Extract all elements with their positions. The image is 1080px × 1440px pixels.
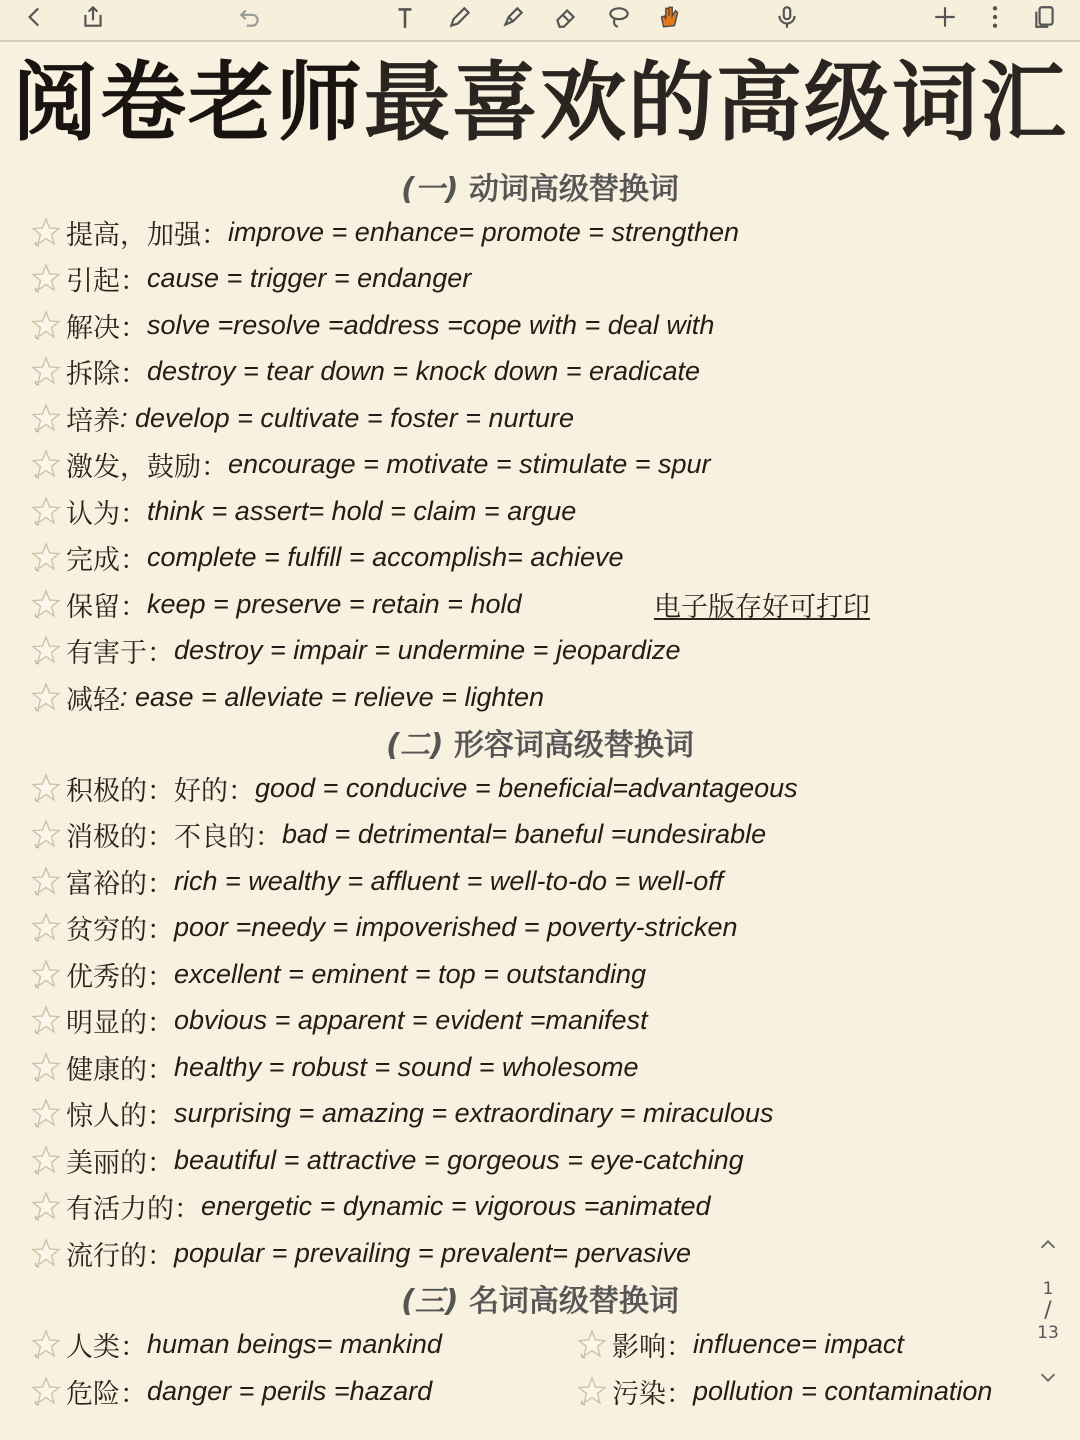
item-label: 健康的： — [66, 1054, 174, 1086]
star-icon — [30, 1144, 62, 1176]
star-icon — [30, 1237, 62, 1269]
list-item — [30, 905, 1030, 949]
item-words: obvious = apparent = evident =manifest — [174, 1004, 648, 1035]
item-label: 贫穷的： — [66, 914, 174, 946]
section-label: 形容词高级替换词 — [453, 728, 694, 763]
current-page: 1 — [1042, 1279, 1054, 1299]
item-label: 优秀的： — [66, 961, 174, 993]
star-icon — [30, 1004, 62, 1036]
list-item — [30, 1045, 1030, 1089]
star-icon — [30, 681, 62, 713]
list-item — [30, 998, 1030, 1042]
item-label: 拆除： — [66, 358, 147, 390]
list-item — [30, 535, 1030, 579]
page-title — [0, 48, 1080, 158]
star-icon — [30, 1328, 62, 1360]
item-label: 完成： — [66, 544, 147, 576]
page-separator: / — [1044, 1298, 1052, 1323]
back-icon[interactable] — [18, 0, 52, 34]
star-icon — [30, 865, 62, 897]
star-icon — [30, 309, 62, 341]
item-label: 保留： — [66, 591, 147, 623]
hand-icon[interactable] — [652, 0, 686, 34]
item-label: 人类： — [66, 1331, 147, 1363]
item-label: 解决： — [66, 312, 147, 344]
item-label: 美丽的： — [66, 1147, 174, 1179]
toolbar — [0, 0, 1080, 42]
list-item — [30, 952, 1030, 996]
star-icon — [30, 355, 62, 387]
page-up-icon[interactable] — [1026, 1234, 1070, 1260]
highlighter-icon[interactable] — [496, 0, 530, 34]
pen-icon[interactable] — [443, 0, 477, 34]
page-down-icon[interactable] — [1026, 1366, 1070, 1392]
lasso-icon[interactable] — [602, 0, 636, 34]
star-icon — [30, 216, 62, 248]
star-icon — [576, 1328, 608, 1360]
item-words: beautiful = attractive = gorgeous = eye-catching — [174, 1144, 744, 1175]
item-words: excellent = eminent = top = outstanding — [174, 958, 647, 989]
item-label: 流行的： — [66, 1240, 174, 1272]
item-label: 激发，鼓励： — [66, 451, 228, 483]
item-label: 提高，加强： — [66, 219, 228, 251]
section-number: (三) — [401, 1284, 459, 1319]
item-words: pollution = contamination — [693, 1375, 993, 1406]
star-icon — [30, 634, 62, 666]
list-item — [30, 396, 1030, 440]
item-label: 影响： — [612, 1331, 693, 1363]
list-item — [30, 675, 1030, 719]
item-label: 明显的： — [66, 1007, 174, 1039]
star-icon — [30, 772, 62, 804]
list-item — [30, 1369, 550, 1413]
item-label: 危险： — [66, 1378, 147, 1410]
list-item — [30, 442, 1030, 486]
title-part-1: 阅卷老师 — [12, 53, 364, 153]
star-icon — [30, 448, 62, 480]
undo-icon[interactable] — [233, 0, 267, 34]
item-words: keep = preserve = retain = hold — [147, 588, 522, 619]
item-words: improve = enhance= promote = strengthen — [228, 216, 740, 247]
item-words: popular = prevailing = prevalent= pervasive — [174, 1237, 692, 1268]
item-words: encourage = motivate = stimulate = spur — [228, 448, 711, 479]
add-icon[interactable] — [928, 0, 962, 34]
item-label: 消极的：不良的： — [66, 821, 282, 853]
section-number: (二) — [386, 728, 444, 763]
star-icon — [30, 495, 62, 527]
star-icon — [30, 262, 62, 294]
star-icon — [30, 402, 62, 434]
item-words: bad = detrimental= baneful =undesirable — [282, 818, 767, 849]
item-words: human beings= mankind — [147, 1328, 442, 1359]
list-item — [30, 1184, 1030, 1228]
star-icon — [576, 1375, 608, 1407]
more-icon[interactable] — [978, 0, 1012, 34]
list-item — [30, 766, 1030, 810]
section-label: 名词高级替换词 — [468, 1284, 679, 1319]
list-item — [30, 489, 1030, 533]
list-item — [30, 349, 1030, 393]
list-item — [30, 1091, 1030, 1135]
item-words: complete = fulfill = accomplish= achieve — [147, 541, 624, 572]
item-words: : develop = cultivate = foster = nurture — [120, 402, 575, 433]
star-icon — [30, 1375, 62, 1407]
item-label: 污染： — [612, 1378, 693, 1410]
list-item — [30, 1322, 550, 1366]
list-item — [30, 628, 1030, 672]
list-item — [576, 1322, 1026, 1366]
section-heading-adjectives — [0, 720, 1080, 764]
eraser-icon[interactable] — [549, 0, 583, 34]
star-icon — [30, 911, 62, 943]
share-icon[interactable] — [76, 0, 110, 34]
item-words: rich = wealthy = affluent = well-to-do = well-off — [174, 865, 724, 896]
star-icon — [30, 1051, 62, 1083]
item-label: 富裕的： — [66, 868, 174, 900]
title-part-2: 最喜欢的高级词汇 — [364, 53, 1068, 153]
star-icon — [30, 958, 62, 990]
item-words: good = conducive = beneficial=advantageous — [255, 772, 798, 803]
section-number: (一) — [401, 172, 459, 207]
item-label: 惊人的： — [66, 1100, 174, 1132]
list-item — [30, 303, 1030, 347]
list-item — [30, 582, 1030, 626]
print-note: 电子版存好可打印 — [654, 592, 870, 623]
item-words: energetic = dynamic = vigorous =animated — [201, 1190, 711, 1221]
item-label: 引起： — [66, 265, 147, 297]
item-label: 有活力的： — [66, 1193, 201, 1225]
list-item — [576, 1369, 1026, 1413]
list-item — [30, 812, 1030, 856]
page-indicator — [1026, 1278, 1070, 1344]
star-icon — [30, 541, 62, 573]
item-words: think = assert= hold = claim = argue — [147, 495, 577, 526]
item-label: 培养 — [66, 405, 120, 437]
item-words: poor =needy = impoverished = poverty-stricken — [174, 911, 738, 942]
item-label: 减轻 — [66, 684, 120, 716]
item-words: influence= impact — [693, 1328, 904, 1359]
item-words: danger = perils =hazard — [147, 1375, 433, 1406]
item-label: 有害于： — [66, 637, 174, 669]
total-pages: 13 — [1037, 1323, 1059, 1343]
item-words: destroy = impair = undermine = jeopardize — [174, 634, 681, 665]
item-label: 认为： — [66, 498, 147, 530]
item-words: destroy = tear down = knock down = eradicate — [147, 355, 701, 386]
item-words: healthy = robust = sound = wholesome — [174, 1051, 639, 1082]
star-icon — [30, 818, 62, 850]
section-heading-verbs — [0, 164, 1080, 208]
list-item — [30, 210, 1030, 254]
item-words: surprising = amazing = extraordinary = miraculous — [174, 1097, 774, 1128]
list-item — [30, 256, 1030, 300]
star-icon — [30, 1190, 62, 1222]
item-words: solve =resolve =address =cope with = deal with — [147, 309, 715, 340]
star-icon — [30, 1097, 62, 1129]
text-tool-icon[interactable] — [388, 0, 422, 34]
item-label: 积极的：好的： — [66, 775, 255, 807]
section-heading-nouns — [0, 1276, 1080, 1323]
microphone-icon[interactable] — [770, 0, 804, 34]
section-label: 动词高级替换词 — [468, 172, 679, 207]
list-item — [30, 859, 1030, 903]
list-item — [30, 1138, 1030, 1182]
list-item — [30, 1231, 1030, 1275]
item-words: : ease = alleviate = relieve = lighten — [120, 681, 545, 712]
star-icon — [30, 588, 62, 620]
pages-icon[interactable] — [1028, 0, 1062, 34]
item-words: cause = trigger = endanger — [147, 262, 472, 293]
